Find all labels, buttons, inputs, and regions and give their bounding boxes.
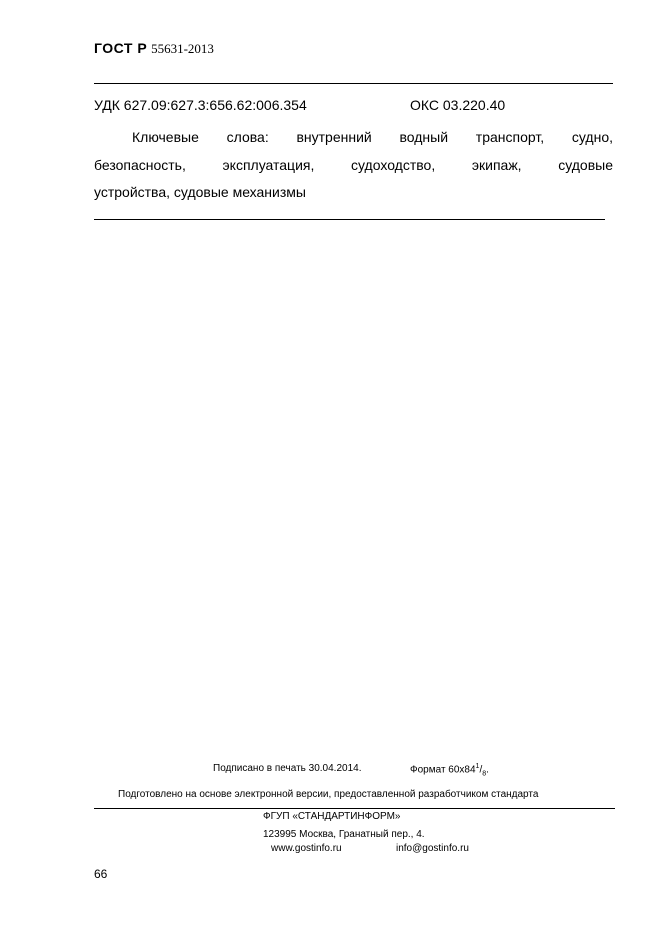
format-denominator: 8 xyxy=(482,770,487,778)
publisher-email: info@gostinfo.ru xyxy=(396,843,469,854)
publisher-website: www.gostinfo.ru xyxy=(271,843,342,854)
publisher-address: 123995 Москва, Гранатный пер., 4. xyxy=(263,829,425,840)
document-header xyxy=(94,40,214,57)
prepared-note: Подготовлено на основе электронной версии, предоставленной разработчиком стандарта xyxy=(118,789,539,800)
keywords-line: устройства, судовые механизмы xyxy=(94,184,306,200)
keywords-line: безопасность, эксплуатация, судоходство, экипаж, судовые xyxy=(94,156,613,173)
imprint-divider xyxy=(94,808,615,809)
signed-to-print: Подписано в печать 30.04.2014. xyxy=(213,763,362,774)
paper-format: Формат $60х84^1/_8$. xyxy=(410,763,489,778)
udk-code: УДК 627.09:627.3:656.62:006.354 xyxy=(94,97,307,113)
publisher-name: ФГУП «СТАНДАРТИНФОРМ» xyxy=(263,811,401,822)
gost-code: ГОСТ Р xyxy=(94,40,148,56)
keywords-line: Ключевые слова: внутренний водный транспорт, судно, xyxy=(132,129,613,145)
keywords-paragraph xyxy=(94,124,613,207)
format-suffix: . xyxy=(486,764,489,776)
keywords-divider xyxy=(94,219,605,220)
oks-code: ОКС 03.220.40 xyxy=(410,97,506,113)
page-number: 66 xyxy=(94,867,108,881)
format-prefix: Формат 60х84 xyxy=(410,764,476,776)
format-numerator: 1 xyxy=(475,763,480,770)
gost-number: 55631-2013 xyxy=(151,41,214,56)
top-divider xyxy=(94,83,613,84)
